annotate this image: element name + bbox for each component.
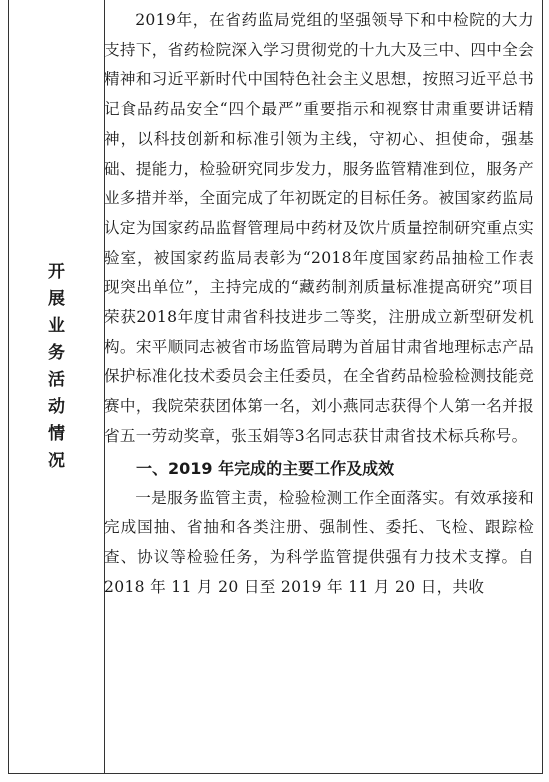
label-column [9,0,104,773]
section-paragraph: 一是服务监管主责，检验检测工作全面落实。有效承接和完成国抽、省抽和各类注册、强制性、委托、飞检、跟踪检查、协议等检验任务，为科学监管提供强有力技术支撑。自 2018 年 11 月 20 日至 2019 年 11 月 20 日，共收 [104,488,534,596]
content-column [104,6,534,602]
section-heading: 一、2019 年完成的主要工作及成效 [136,458,395,478]
row-label: 开展业务活动情况 [48,261,65,471]
intro-paragraph: 2019年，在省药监局党组的坚强领导下和中检院的大力支持下，省药检院深入学习贯彻党的十九大及三中、四中全会精神和习近平新时代中国特色社会主义思想，按照习近平总书记食品药品安全“四个最严”重要指示和视察甘肃重要讲话精神，以科技创新和标准引领为主线，守初心、担使命，强基础、提能力，检验研究同步发力，服务监管精准到位，服务产业多措并举，全面完成了年初既定的目标任务。被国家药监局认定为国家药品监督管理局中药材及饮片质量控制研究重点实验室，被国家药监局表彰为“2018年度国家药品抽检工作表现突出单位”，主持完成的“藏药制剂质量标准提高研究”项目荣获2018年度甘肃省科技进步二等奖，注册成立新型研发机构。宋平顺同志被省市场监管局聘为首届甘肃省地理标志产品保护标准化技术委员会主任委员，在全省药品检验检测技能竞赛中，我院荣获团体第一名，刘小燕同志获得个人第一名并报省五一劳动奖章，张玉娟等3名同志获甘肃省技术标兵称号。 [104,11,534,445]
